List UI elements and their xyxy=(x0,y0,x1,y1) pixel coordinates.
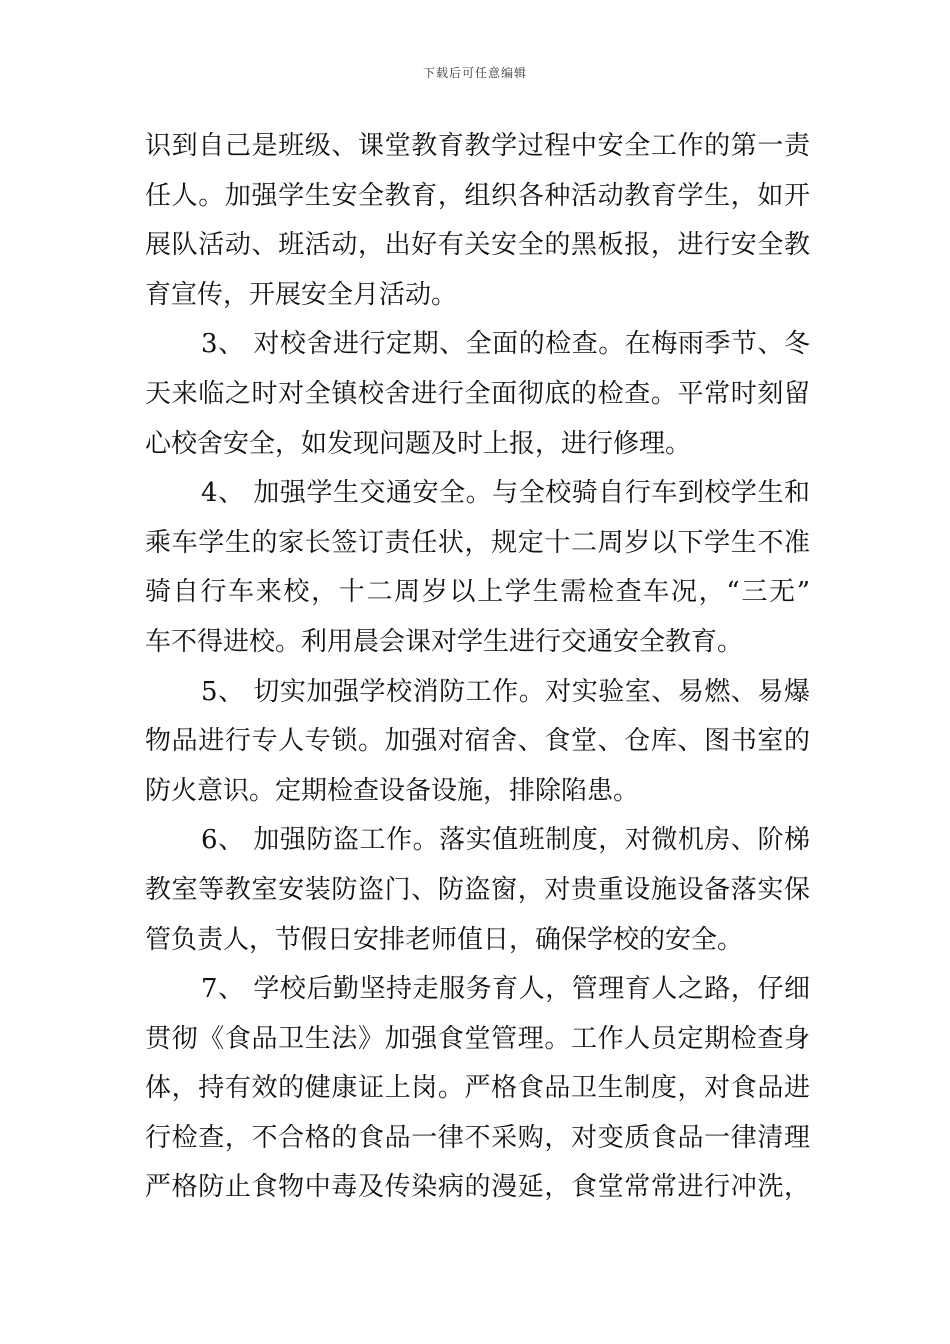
body-line: 天来临之时对全镇校舍进行全面彻底的检查。平常时刻留 xyxy=(145,378,810,409)
body-line: 贯彻《食品卫生法》加强食堂管理。工作人员定期检查身 xyxy=(145,1023,810,1054)
body-line: 展队活动、班活动，出好有关安全的黑板报，进行安全教 xyxy=(145,230,810,261)
body-line: 乘车学生的家长签订责任状，规定十二周岁以下学生不准 xyxy=(145,527,810,558)
body-line: 识到自己是班级、课堂教育教学过程中安全工作的第一责 xyxy=(145,131,810,161)
body-line-item-7: 7、 学校后勤坚持走服务育人，管理育人之路，仔细 xyxy=(201,974,810,1005)
body-line-item-6: 6、 加强防盗工作。落实值班制度，对微机房、阶梯 xyxy=(201,825,810,856)
body-line: 体，持有效的健康证上岗。严格食品卫生制度，对食品进 xyxy=(145,1073,810,1104)
body-line-item-5: 5、 切实加强学校消防工作。对实验室、易燃、易爆 xyxy=(201,676,810,707)
body-line: 心校舍安全，如发现问题及时上报，进行修理。 xyxy=(145,428,692,459)
body-line: 教室等教室安装防盗门、防盗窗，对贵重设施设备落实保 xyxy=(145,874,810,905)
body-line: 育宣传，开展安全月活动。 xyxy=(145,279,458,310)
body-line: 行检查，不合格的食品一律不采购，对变质食品一律清理 xyxy=(145,1122,810,1153)
body-line: 严格防止食物中毒及传染病的漫延，食堂常常进行冲洗， xyxy=(145,1172,810,1203)
document-body xyxy=(145,122,810,1213)
body-line: 物品进行专人专锁。加强对宿舍、食堂、仓库、图书室的 xyxy=(145,726,810,757)
body-line: 车不得进校。利用晨会课对学生进行交通安全教育。 xyxy=(145,626,744,657)
body-line: 管负责人，节假日安排老师值日，确保学校的安全。 xyxy=(145,924,744,955)
body-line: 防火意识。定期检查设备设施，排除陷患。 xyxy=(145,775,640,806)
body-line-item-3: 3、 对校舍进行定期、全面的检查。在梅雨季节、冬 xyxy=(201,329,810,360)
body-line: 骑自行车来校，十二周岁以上学生需检查车况，“三无” xyxy=(145,577,810,608)
body-line: 任人。加强学生安全教育，组织各种活动教育学生，如开 xyxy=(145,180,810,211)
page-header: 下载后可任意编辑 xyxy=(422,66,527,80)
body-line-item-4: 4、 加强学生交通安全。与全校骑自行车到校学生和 xyxy=(201,478,810,509)
